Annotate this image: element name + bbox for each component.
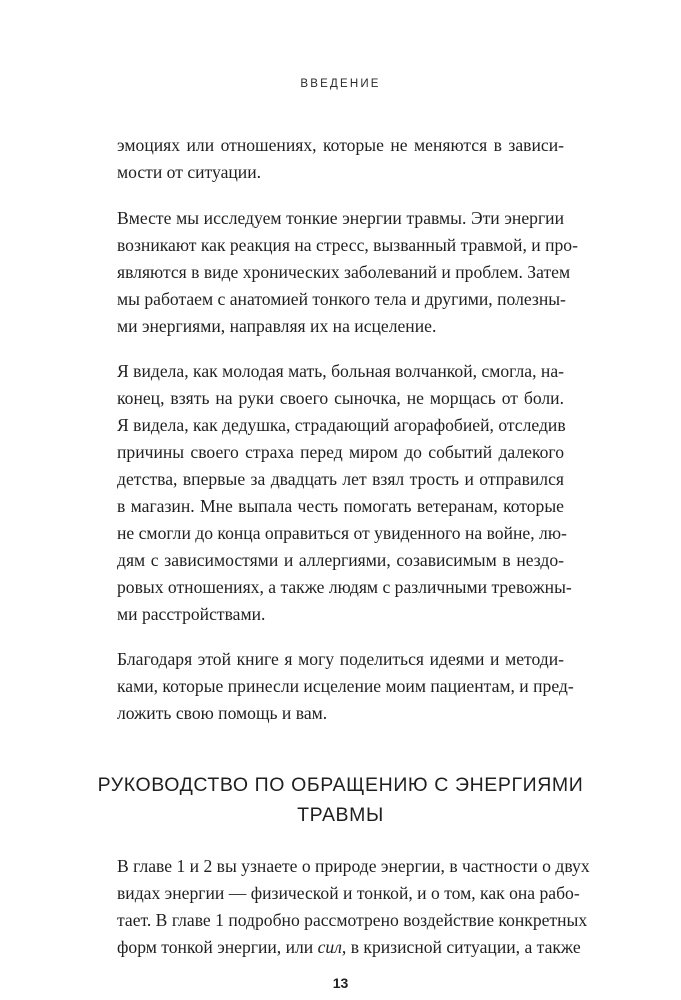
text-line: детства, впервые за двадцать лет взял трость и отправился bbox=[117, 469, 564, 489]
text-line: Благодаря этой книге я могу поделиться идеями и методи- bbox=[117, 649, 564, 669]
text-line: ми энергиями, направляя их на исцеление. bbox=[117, 316, 437, 336]
text-line: мы работаем с анатомией тонкого тела и другими, полезны- bbox=[117, 289, 566, 309]
text-line: мости от ситуации. bbox=[117, 162, 262, 182]
text-line: ками, которые принесли исцеление моим пациентам, и пред- bbox=[117, 676, 574, 696]
text-line: тает. В главе 1 подробно рассмотрено воздействие конкретных bbox=[117, 910, 588, 930]
text-line: причины своего страха перед миром до событий далекого bbox=[117, 442, 564, 462]
text-line: ровых отношениях, а также людям с различными тревожны- bbox=[117, 577, 572, 597]
text-span: форм тонкой энергии, или bbox=[117, 937, 318, 957]
text-line: являются в виде хронических заболеваний и проблем. Затем bbox=[117, 262, 571, 282]
italic-term: сил bbox=[317, 937, 342, 957]
text-span: , в кризисной ситуации, а также bbox=[341, 937, 581, 957]
text-line: в магазин. Мне выпала честь помогать ветеранам, которые bbox=[117, 496, 564, 516]
text-line: Я видела, как дедушка, страдающий агорафобией, отследив bbox=[117, 415, 566, 435]
text-line: Вместе мы исследуем тонкие энергии травмы. Эти энергии bbox=[117, 208, 564, 228]
page-number: 13 bbox=[332, 975, 349, 991]
text-line: ми расстройствами. bbox=[117, 604, 266, 624]
text-line: видах энергии — физической и тонкой, и о том, как она рабо- bbox=[117, 883, 580, 903]
running-head: ВВЕДЕНИЕ bbox=[300, 78, 381, 90]
text-line: эмоциях или отношениях, которые не меняются в зависи- bbox=[117, 135, 564, 155]
text-line: ложить свою помощь и вам. bbox=[117, 703, 328, 723]
section-heading: РУКОВОДСТВО ПО ОБРАЩЕНИЮ С ЭНЕРГИЯМИ bbox=[97, 774, 584, 796]
text-line: возникают как реакция на стресс, вызванный травмой, и про- bbox=[117, 235, 578, 255]
text-line: дям с зависимостями и аллергиями, созависимым в нездо- bbox=[117, 550, 564, 570]
text-line: конец, взять на руки своего сыночка, не морщась от боли. bbox=[117, 388, 564, 408]
text-line: Я видела, как молодая мать, больная волчанкой, смогла, на- bbox=[117, 361, 564, 381]
text-line: В главе 1 и 2 вы узнаете о природе энергии, в частности о двух bbox=[117, 856, 590, 876]
section-heading: ТРАВМЫ bbox=[297, 804, 384, 826]
text-line bbox=[117, 934, 581, 961]
text-line: не смогли до конца оправиться от увиденного на войне, лю- bbox=[117, 523, 567, 543]
